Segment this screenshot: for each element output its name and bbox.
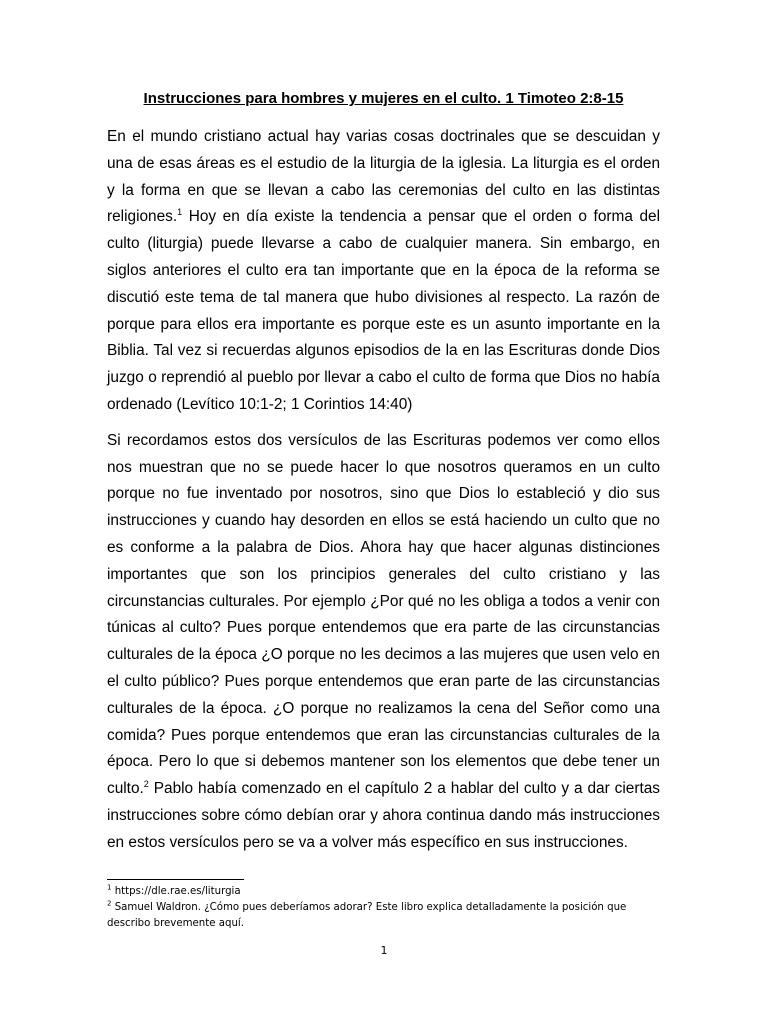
footnote-ref-1[interactable]: 1	[177, 207, 183, 218]
paragraph-2	[107, 428, 660, 857]
footnote-2-text: Samuel Waldron. ¿Cómo pues deberíamos adorar? Este libro explica detalladamente la posición que describo brevemente aquí.	[107, 902, 627, 929]
paragraph-2-text-a: Si recordamos estos dos versículos de las Escrituras podemos ver como ellos nos muestran que no se puede hacer lo que nosotros queramos en un culto porque no fue inventado por nosotros, sino que Dios lo estableció y dio sus instrucciones y cuando hay desorden en ellos se está haciendo un culto que no es conforme a la palabra de Dios. Ahora hay que hacer algunas distinciones importantes que son los principios generales del culto cristiano y las circunstancias culturales. Por ejemplo ¿Por qué no les obliga a todos a venir con túnicas al culto? Pues porque entendemos que era parte de las circunstancias culturales de la época ¿O porque no les decimos a las mujeres que usen velo en el culto público? Pues porque entendemos que eran parte de las circunstancias culturales de la época. ¿O porque no realizamos la cena del Señor como una comida? Pues porque entendemos que eran las circunstancias culturales de la época. Pero lo que si debemos mantener son los elementos que debe tener un culto.	[107, 431, 660, 798]
footnote-1-marker: 1	[107, 883, 112, 892]
footnote-separator	[107, 879, 244, 880]
footnote-1	[107, 884, 660, 900]
document-body	[107, 88, 660, 866]
footnote-2	[107, 900, 660, 932]
page-number: 1	[380, 944, 388, 957]
footnote-ref-2[interactable]: 2	[143, 779, 149, 789]
footnote-2-marker: 2	[107, 899, 112, 908]
paragraph-1-text-a: En el mundo cristiano actual hay varias cosas doctrinales que se descuidan y una de esas áreas es el estudio de la liturgia de la iglesia. La liturgia es el orden y la forma en que se llevan a cabo las ceremonias del culto en las distintas religiones.	[107, 128, 660, 226]
paragraph-1-text-b: Hoy en día existe la tendencia a pensar que el orden o forma del culto (liturgia) puede llevarse a cabo de cualquier manera. Sin embargo, en siglos anteriores el culto era tan importante que en la época de la reforma se discutió este tema de tal manera que hubo divisiones al respecto. La razón de porque para ellos era importante es porque este es un asunto importante en la Biblia. Tal vez si recuerdas algunos episodios de la en las Escrituras donde Dios juzgo o reprendió al pueblo por llevar a cabo el culto de forma que Dios no había ordenado (Levítico 10:1-2; 1 Corintios 14:40)	[107, 208, 660, 413]
footnotes-section	[107, 879, 660, 932]
document-title: Instrucciones para hombres y mujeres en el culto. 1 Timoteo 2:8-15	[143, 90, 624, 107]
footnote-1-text[interactable]: https://dle.rae.es/liturgia	[111, 886, 241, 897]
paragraph-1	[107, 124, 660, 419]
paragraph-2-text-b: Pablo había comenzado en el capítulo 2 a hablar del culto y a dar ciertas instrucciones sobre cómo debían orar y ahora continua dando más instrucciones en estos versículos pero se va a volver más específico en sus instrucciones.	[107, 780, 660, 851]
